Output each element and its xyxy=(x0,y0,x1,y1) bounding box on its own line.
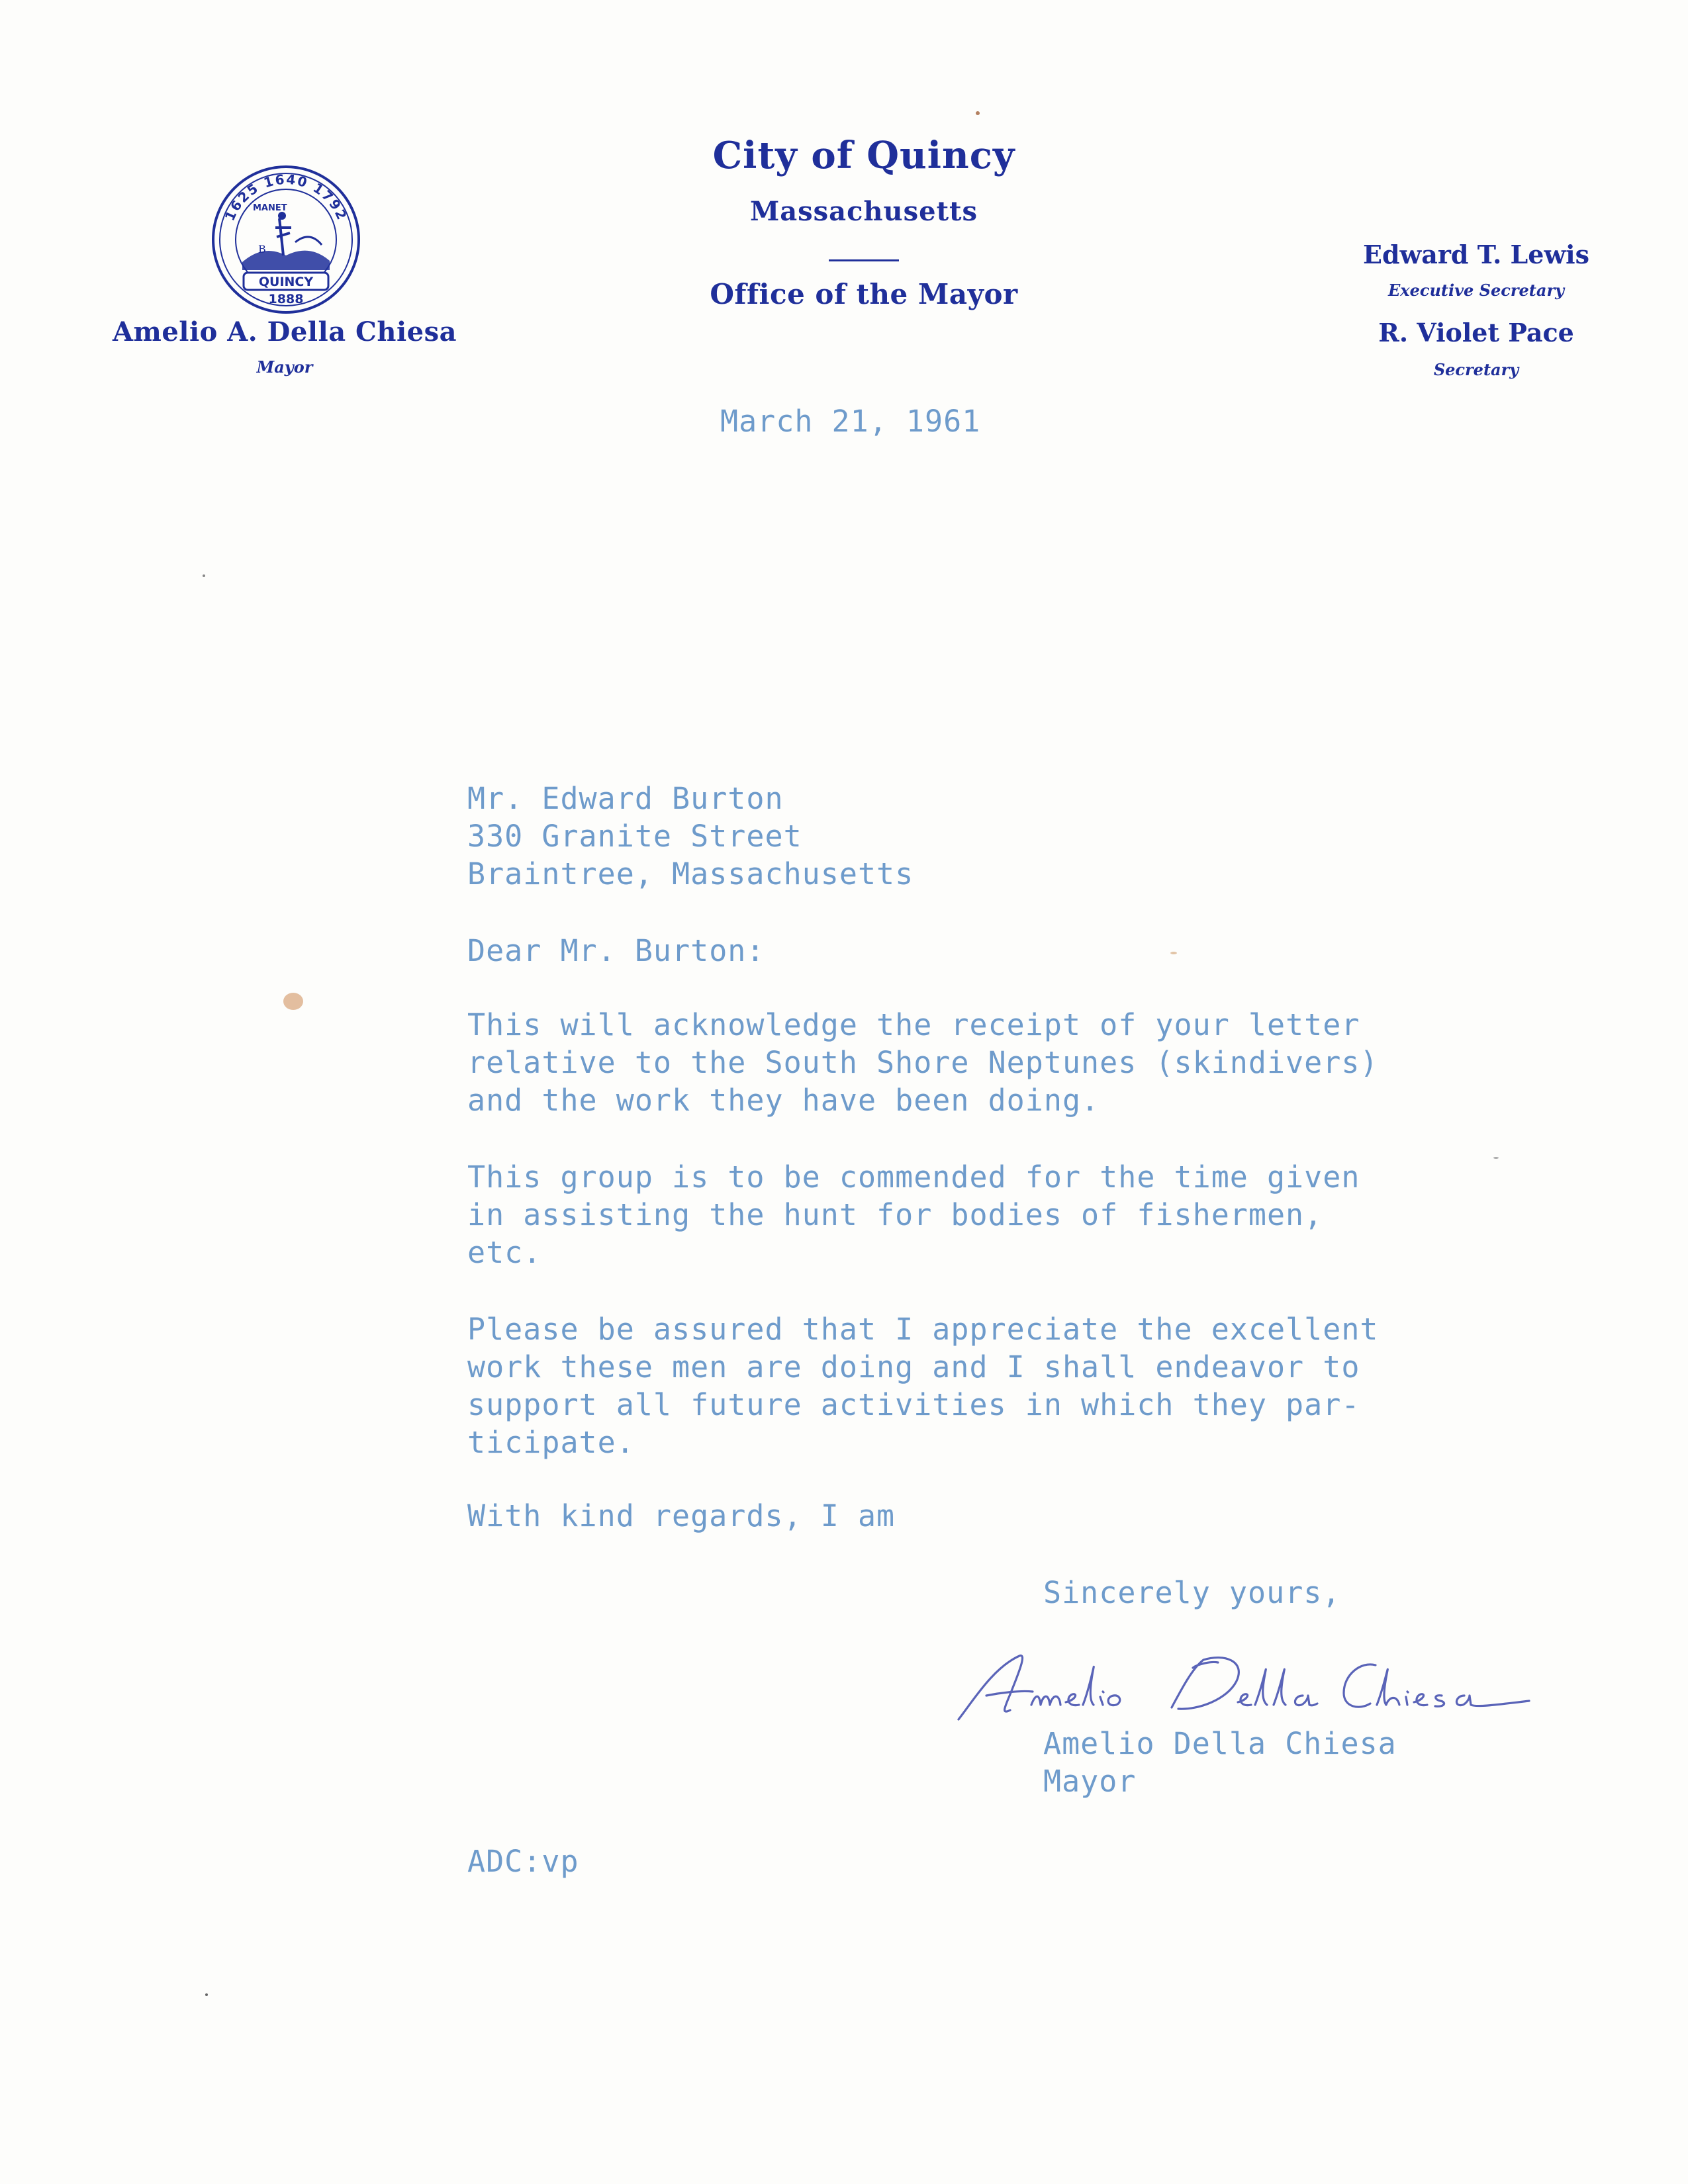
seal-year-text: 1888 xyxy=(268,292,304,306)
letterhead-mayor-name: Amelio A. Della Chiesa xyxy=(112,316,457,347)
paragraph-line: etc. xyxy=(467,1235,542,1270)
recipient-street: 330 Granite Street xyxy=(467,819,802,854)
speck-mark xyxy=(1493,1157,1499,1159)
letterhead-state-name: Massachusetts xyxy=(749,196,978,227)
paragraph-commendation xyxy=(467,1158,1360,1271)
svg-text:B: B xyxy=(258,243,266,255)
paragraph-line: relative to the South Shore Neptunes (skindivers) xyxy=(467,1045,1379,1080)
seal-city-text: QUINCY xyxy=(258,275,314,289)
signer-name: Amelio Della Chiesa xyxy=(1043,1726,1397,1761)
paragraph-line: This group is to be commended for the time given xyxy=(467,1160,1360,1195)
letterhead-mayor-title: Mayor xyxy=(256,357,313,377)
paragraph-line: support all future activities in which they par- xyxy=(467,1387,1360,1422)
svg-text:1625 1640 1792 xyxy=(222,171,351,223)
signer-block xyxy=(1043,1725,1397,1800)
staff-secretary-name: R. Violet Pace xyxy=(1378,318,1574,347)
closing-line: With kind regards, I am xyxy=(467,1498,896,1533)
paragraph-line: and the work they have been doing. xyxy=(467,1083,1100,1118)
staff-secretary-role: Secretary xyxy=(1433,360,1519,379)
seal-years-text: 1625 1640 1792 xyxy=(221,171,351,224)
paragraph-line: ticipate. xyxy=(467,1425,635,1460)
letterhead-office: Office of the Mayor xyxy=(710,278,1018,310)
city-seal-logo xyxy=(211,164,361,315)
speck-mark xyxy=(1170,952,1177,954)
handwritten-signature xyxy=(947,1641,1542,1734)
reference-initials: ADC:vp xyxy=(467,1844,579,1879)
paragraph-acknowledgement xyxy=(467,1006,1379,1119)
complimentary-close: Sincerely yours, xyxy=(1043,1575,1341,1610)
salutation: Dear Mr. Burton: xyxy=(467,933,765,968)
recipient-city: Braintree, Massachusetts xyxy=(467,856,914,891)
signer-title: Mayor xyxy=(1043,1764,1137,1799)
speck-mark xyxy=(976,111,980,115)
speck-mark xyxy=(205,1993,208,1996)
letter-date: March 21, 1961 xyxy=(720,404,981,439)
stain-mark xyxy=(283,993,303,1010)
staff-executive-secretary-name: Edward T. Lewis xyxy=(1363,240,1589,269)
recipient-address xyxy=(467,780,914,893)
paragraph-line: This will acknowledge the receipt of your letter xyxy=(467,1007,1360,1042)
speck-mark xyxy=(203,574,205,577)
paragraph-appreciation xyxy=(467,1310,1379,1461)
recipient-name: Mr. Edward Burton xyxy=(467,781,784,816)
letterhead-divider xyxy=(829,259,899,261)
paragraph-line: in assisting the hunt for bodies of fishermen, xyxy=(467,1197,1323,1232)
letterhead-city-name: City of Quincy xyxy=(712,134,1015,177)
svg-text:MANET: MANET xyxy=(253,203,287,213)
staff-executive-secretary-role: Executive Secretary xyxy=(1387,281,1565,300)
paragraph-line: work these men are doing and I shall endeavor to xyxy=(467,1349,1360,1385)
paragraph-line: Please be assured that I appreciate the excellent xyxy=(467,1312,1379,1347)
